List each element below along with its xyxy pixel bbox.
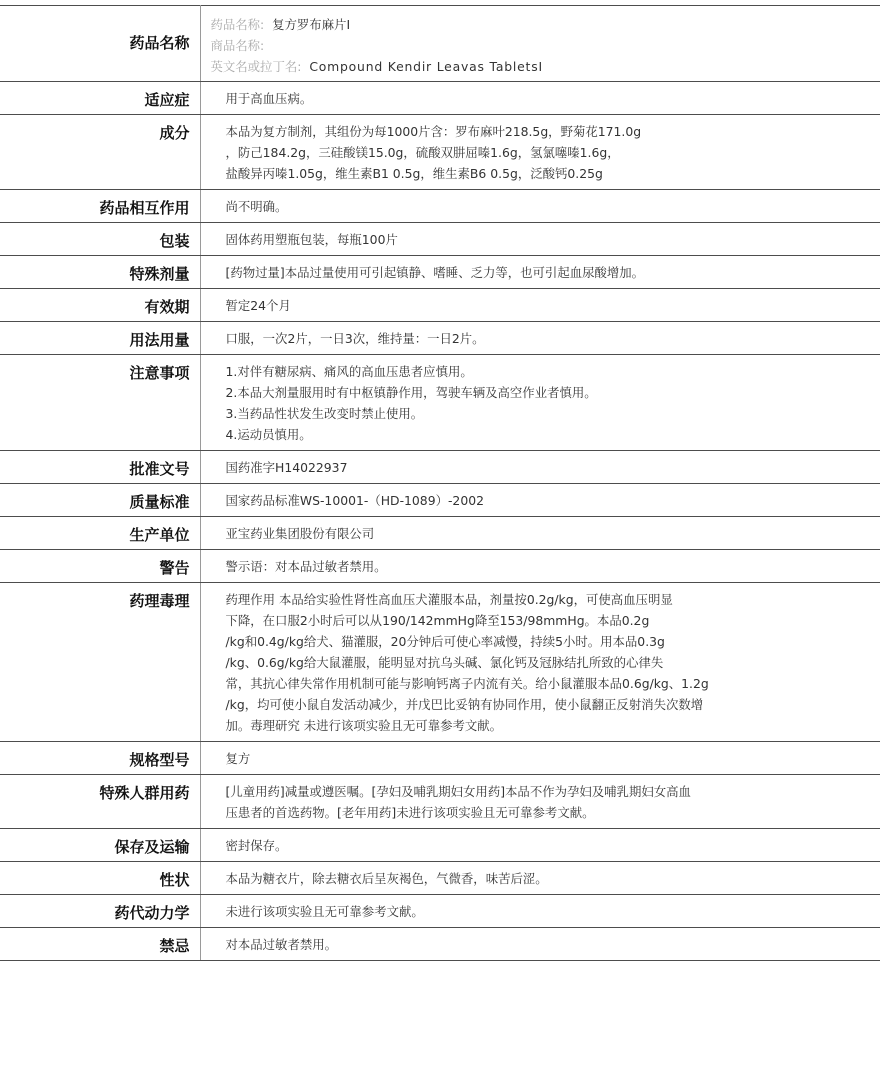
drug-names-block — [200, 6, 880, 82]
table-row — [0, 115, 880, 190]
value-line: 复方 — [225, 751, 251, 766]
row-value — [200, 517, 880, 550]
drug-info-sheet — [0, 5, 880, 961]
value-line: [儿童用药]减量或遵医嘱。[孕妇及哺乳期妇女用药]本品不作为孕妇及哺乳期妇女高血 — [225, 784, 691, 799]
row-value — [200, 550, 880, 583]
row-label: 药品相互作用 — [0, 190, 200, 223]
value-line: 1.对伴有糖尿病、痛风的高血压患者应慎用。 — [225, 364, 473, 379]
row-label: 禁忌 — [0, 928, 200, 961]
value-line: 下降，在口服2小时后可以从190/142mmHg降至153/98mmHg。本品0.2g — [225, 613, 650, 628]
row-value — [200, 895, 880, 928]
row-label: 成分 — [0, 115, 200, 190]
value-line: 压患者的首选药物。[老年用药]未进行该项实验且无可靠参考文献。 — [225, 805, 595, 820]
value-line: 固体药用塑瓶包装，每瓶100片 — [225, 232, 398, 247]
english-name-prefix: 英文名或拉丁名: — [210, 59, 302, 74]
table-row — [0, 742, 880, 775]
row-label: 性状 — [0, 862, 200, 895]
row-value — [200, 322, 880, 355]
generic-name-value: 复方罗布麻片I — [272, 17, 351, 32]
row-label: 批准文号 — [0, 451, 200, 484]
row-label: 注意事项 — [0, 355, 200, 451]
table-row — [0, 517, 880, 550]
value-line: 未进行该项实验且无可靠参考文献。 — [225, 904, 424, 919]
row-label: 药品名称 — [0, 6, 200, 82]
generic-name-line — [211, 14, 821, 35]
row-drug-names — [0, 6, 880, 82]
english-name-line — [211, 56, 821, 77]
value-line: 4.运动员慎用。 — [225, 427, 312, 442]
value-line: 2.本品大剂量服用时有中枢镇静作用，驾驶车辆及高空作业者慎用。 — [225, 385, 597, 400]
value-line: /kg，均可使小鼠自发活动减少，并戊巴比妥钠有协同作用，使小鼠翻正反射消失次数增 — [225, 697, 704, 712]
row-label: 特殊人群用药 — [0, 775, 200, 829]
table-row — [0, 928, 880, 961]
row-value — [200, 928, 880, 961]
value-line: 警示语：对本品过敏者禁用。 — [225, 559, 387, 574]
table-row — [0, 829, 880, 862]
row-label: 质量标准 — [0, 484, 200, 517]
value-line: [药物过量]本品过量使用可引起镇静、嗜睡、乏力等，也可引起血尿酸增加。 — [225, 265, 645, 280]
row-value — [200, 742, 880, 775]
trade-name-line — [211, 35, 821, 56]
row-value — [200, 355, 880, 451]
value-line: ，防己184.2g，三硅酸镁15.0g，硫酸双肼屈嗪1.6g，氢氯噻嗪1.6g， — [225, 145, 620, 160]
row-label: 规格型号 — [0, 742, 200, 775]
row-value — [200, 775, 880, 829]
table-row — [0, 775, 880, 829]
row-value — [200, 829, 880, 862]
row-value — [200, 451, 880, 484]
row-label: 特殊剂量 — [0, 256, 200, 289]
row-label: 药理毒理 — [0, 583, 200, 742]
value-line: 口服，一次2片，一日3次，维持量：一日2片。 — [225, 331, 485, 346]
row-label: 适应症 — [0, 82, 200, 115]
value-line: 密封保存。 — [225, 838, 288, 853]
english-name-value: Compound Kendir Leavas TabletsI — [309, 59, 543, 74]
table-row — [0, 550, 880, 583]
row-value — [200, 82, 880, 115]
table-row — [0, 82, 880, 115]
row-label: 包装 — [0, 223, 200, 256]
row-value — [200, 223, 880, 256]
generic-name-prefix: 药品名称: — [210, 17, 265, 32]
row-value — [200, 190, 880, 223]
value-line: 本品为复方制剂，其组份为每1000片含：罗布麻叶218.5g，野菊花171.0g — [225, 124, 642, 139]
table-row — [0, 256, 880, 289]
table-row — [0, 484, 880, 517]
table-row — [0, 190, 880, 223]
row-label: 用法用量 — [0, 322, 200, 355]
value-line: 本品为糖衣片，除去糖衣后呈灰褐色，气微香，味苦后涩。 — [225, 871, 548, 886]
table-row — [0, 223, 880, 256]
trade-name-prefix: 商品名称: — [210, 38, 265, 53]
row-label: 保存及运输 — [0, 829, 200, 862]
value-line: /kg和0.4g/kg给犬、猫灌服，20分钟后可使心率减慢，持续5小时。用本品0.3g — [225, 634, 665, 649]
row-label: 生产单位 — [0, 517, 200, 550]
value-line: 暂定24个月 — [225, 298, 291, 313]
row-value — [200, 583, 880, 742]
value-line: 尚不明确。 — [225, 199, 288, 214]
value-line: 常，其抗心律失常作用机制可能与影响钙离子内流有关。给小鼠灌服本品0.6g/kg、1.2g — [225, 676, 709, 691]
table-row — [0, 451, 880, 484]
row-label: 有效期 — [0, 289, 200, 322]
value-line: 盐酸异丙嗪1.05g，维生素B1 0.5g，维生素B6 0.5g，泛酸钙0.25g — [225, 166, 603, 181]
row-value — [200, 256, 880, 289]
row-value — [200, 289, 880, 322]
row-label: 药代动力学 — [0, 895, 200, 928]
value-line: 亚宝药业集团股份有限公司 — [225, 526, 375, 541]
value-line: 3.当药品性状发生改变时禁止使用。 — [225, 406, 424, 421]
table-row — [0, 862, 880, 895]
value-line: 对本品过敏者禁用。 — [225, 937, 338, 952]
table-row — [0, 322, 880, 355]
row-value — [200, 484, 880, 517]
table-row — [0, 355, 880, 451]
row-value — [200, 862, 880, 895]
table-row — [0, 289, 880, 322]
row-value — [200, 115, 880, 190]
row-label: 警告 — [0, 550, 200, 583]
value-line: 药理作用 本品给实验性肾性高血压犬灌服本品，剂量按0.2g/kg，可使高血压明显 — [225, 592, 673, 607]
table-row — [0, 895, 880, 928]
value-line: 国家药品标准WS-10001-（HD-1089）-2002 — [225, 493, 484, 508]
drug-info-table — [0, 5, 880, 961]
value-line: 用于高血压病。 — [225, 91, 313, 106]
value-line: 国药准字H14022937 — [225, 460, 348, 475]
value-line: /kg、0.6g/kg给大鼠灌服，能明显对抗乌头碱、氯化钙及冠脉结扎所致的心律失 — [225, 655, 664, 670]
table-row — [0, 583, 880, 742]
value-line: 加。毒理研究 未进行该项实验且无可靠参考文献。 — [225, 718, 503, 733]
